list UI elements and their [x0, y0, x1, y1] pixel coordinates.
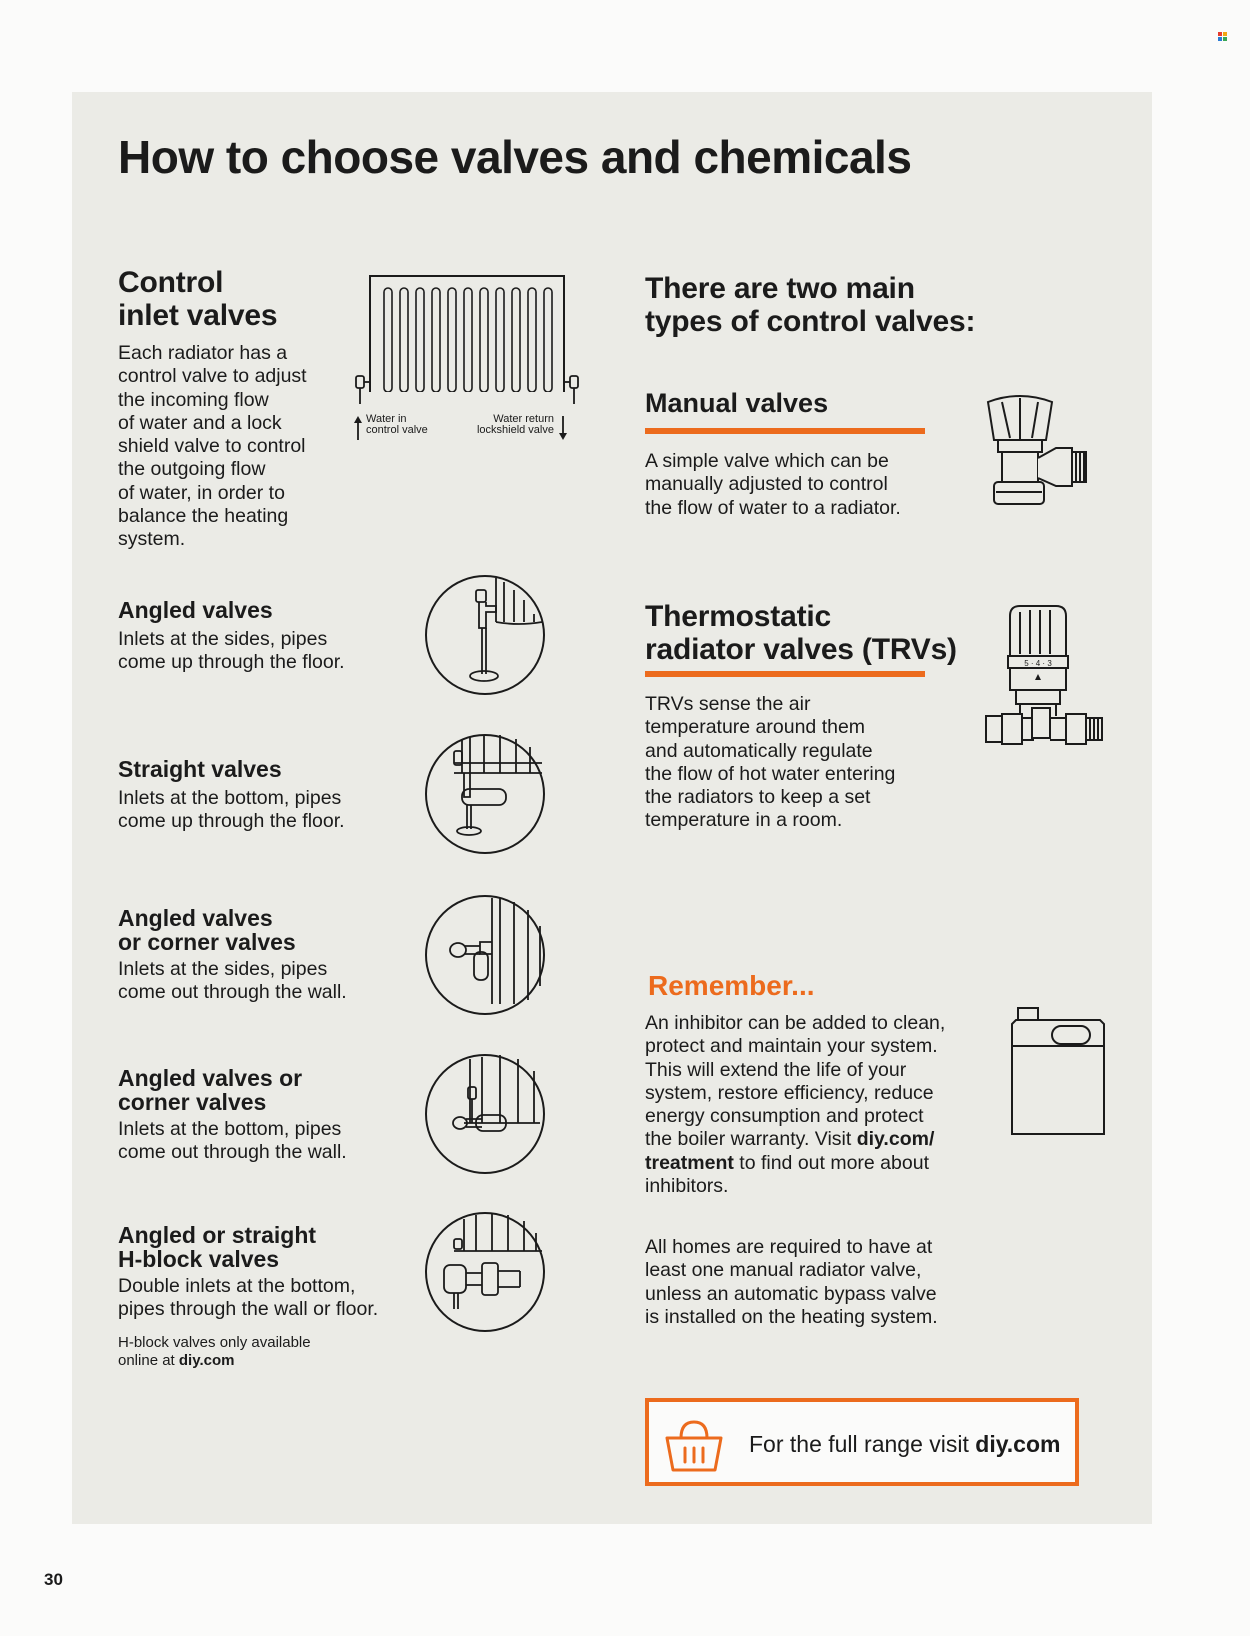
corner-valve-bottom-icon — [424, 1053, 546, 1175]
water-return-caption: Water return lockshield valve — [476, 413, 554, 436]
inhibitor-container-icon — [1008, 1006, 1108, 1140]
angled-valve-icon — [424, 574, 546, 696]
control-inlet-heading: Control inlet valves — [118, 266, 278, 332]
h-block-valve-icon — [424, 1211, 546, 1333]
basket-icon — [663, 1414, 725, 1476]
manual-heading: Manual valves — [645, 388, 829, 418]
brand-logo-icon — [1218, 32, 1228, 42]
diy-link[interactable]: diy.com — [178, 1352, 235, 1369]
treatment-link-part1[interactable]: diy.com/ — [856, 1128, 935, 1151]
full-range-cta[interactable] — [645, 1398, 1079, 1486]
valve-type-straight: Straight valves Inlets at the bottom, pipes come up through the floor. — [118, 756, 345, 833]
trv-valve-icon — [982, 604, 1118, 756]
arrow-down-icon — [558, 414, 568, 442]
trv-text: TRVs sense the air temperature around them and automatically regulate the flow of hot water entering the radiators to keep a set temperature in a room. — [645, 693, 896, 832]
treatment-link-part2[interactable]: treatment — [645, 1151, 734, 1174]
h-block-note: H-block valves only available online at diy.com — [118, 1334, 311, 1369]
page-title: How to choose valves and chemicals — [118, 131, 912, 183]
straight-valve-icon — [424, 733, 546, 855]
manual-valve-icon — [980, 390, 1110, 514]
valve-type-angled: Angled valves Inlets at the sides, pipes come up through the floor. — [118, 597, 345, 674]
manual-rule — [645, 428, 925, 434]
water-in-caption: Water in control valve — [366, 413, 428, 436]
valve-type-corner-bottom: Angled valves or corner valves Inlets at the bottom, pipes come out through the wall. — [118, 1065, 347, 1164]
trv-dial-labels: 5 · 4 · 3 — [1024, 659, 1052, 668]
two-types-heading: There are two main types of control valves: — [645, 272, 976, 338]
arrow-up-icon — [353, 414, 363, 442]
corner-valve-side-icon — [424, 894, 546, 1016]
cta-link[interactable]: diy.com — [975, 1431, 1061, 1457]
page-number: 30 — [44, 1570, 63, 1589]
control-inlet-text: Each radiator has a control valve to adjust the incoming flow of water and a lock shield valve to control the outgoing flow of water, in order to balance the heating system. — [118, 342, 307, 551]
cta-text: For the full range visit diy.com — [749, 1431, 1061, 1457]
remember-heading: Remember... — [648, 970, 815, 1001]
valve-type-h-block: Angled or straight H-block valves Double inlets at the bottom, pipes through the wall or floor. — [118, 1222, 379, 1321]
valve-type-corner-side: Angled valves or corner valves Inlets at the sides, pipes come out through the wall. — [118, 905, 347, 1004]
remember-text: An inhibitor can be added to clean, protect and maintain your system. This will extend the life of your system, restore efficiency, reduce energy consumption and protect the boiler warranty. Visit diy.com/ treatment to find out more about inhibitors. — [645, 1012, 946, 1198]
trv-heading: Thermostatic radiator valves (TRVs) — [645, 600, 957, 666]
bypass-note: All homes are required to have at least one manual radiator valve, unless an automatic bypass valve is installed on the heating system. — [645, 1236, 938, 1328]
manual-text: A simple valve which can be manually adjusted to control the flow of water to a radiator. — [645, 450, 901, 519]
trv-rule — [645, 671, 925, 677]
